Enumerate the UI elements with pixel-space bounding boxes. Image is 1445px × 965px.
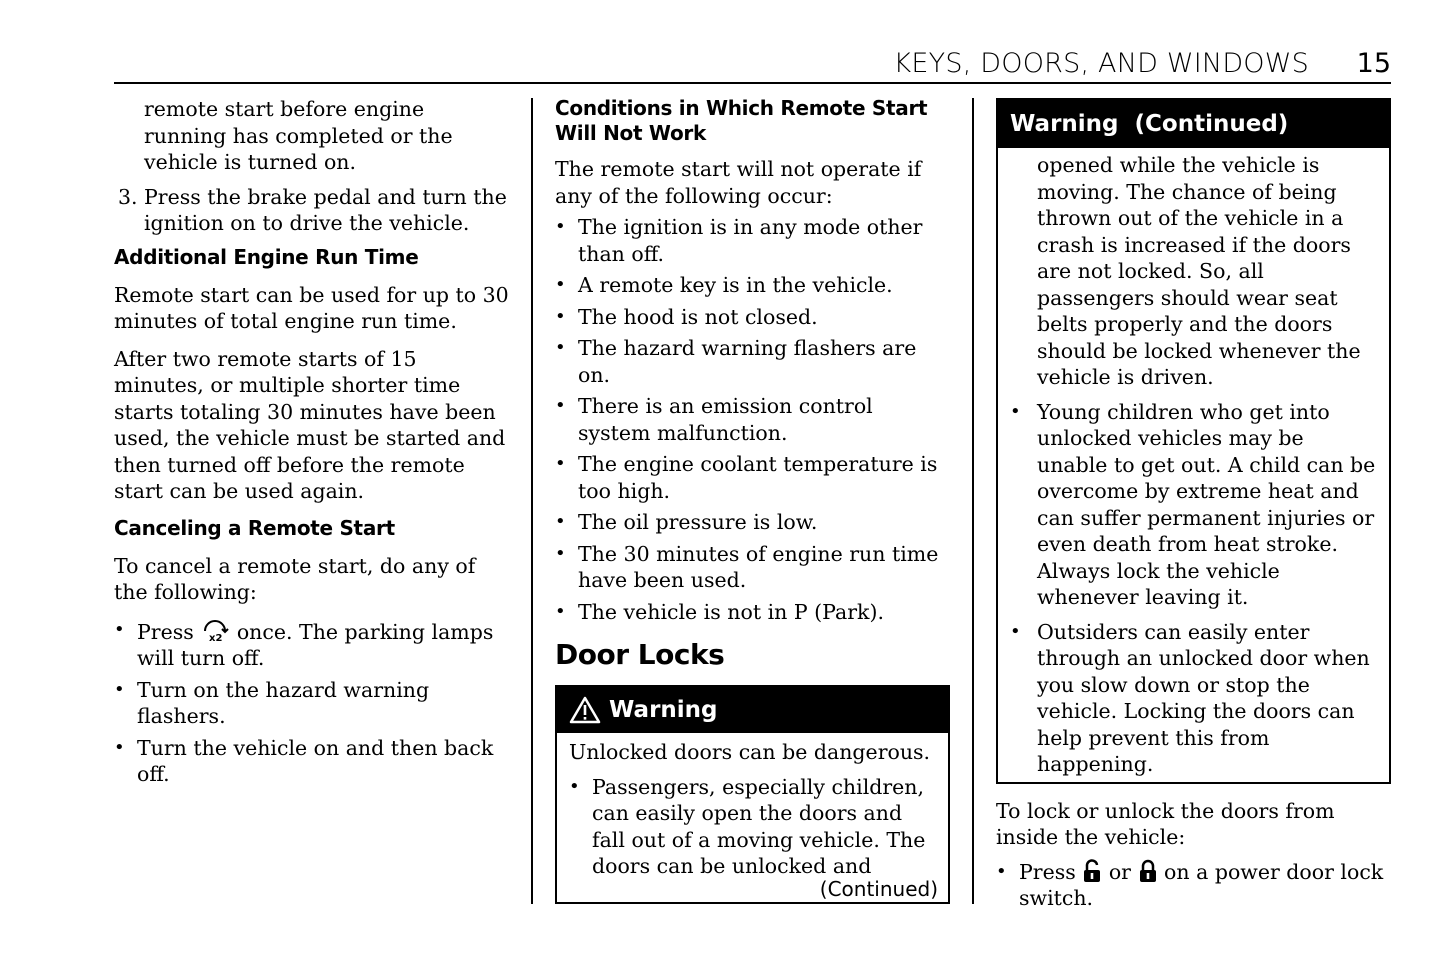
list-item — [555, 509, 950, 536]
list-text: The ignition is in any mode other than off. — [578, 215, 923, 266]
list-item — [555, 541, 950, 594]
bullet: • — [114, 618, 125, 640]
step-number: 3. — [118, 184, 138, 209]
warning-box — [555, 685, 950, 904]
section-title: KEYS, DOORS, AND WINDOWS — [893, 48, 1309, 79]
warning-triangle-icon — [569, 696, 601, 724]
list-text: once. The parking lamps will turn off. — [137, 619, 494, 670]
step-3 — [114, 184, 509, 237]
warning-list — [569, 774, 938, 880]
continued-step-text: remote start before engine running has completed or the vehicle is turned on. — [144, 97, 453, 174]
bullet: • — [555, 453, 566, 474]
warning-body — [557, 733, 948, 902]
bullet: • — [555, 511, 566, 532]
cancel-list — [114, 617, 509, 788]
bullet: • — [114, 678, 125, 700]
column-divider — [972, 98, 974, 904]
list-text: Press — [137, 619, 194, 644]
heading-conditions: Conditions in Which Remote Start Will Not Work — [555, 96, 928, 145]
lock-list — [996, 859, 1391, 912]
list-item — [555, 335, 950, 388]
conditions-list — [555, 214, 950, 625]
warning-title-bar — [557, 687, 948, 733]
heading-additional-run-time: Additional Engine Run Time — [114, 244, 419, 269]
list-text: Turn the vehicle on and then back off. — [137, 735, 494, 786]
warning-lead: Unlocked doors can be dangerous. — [569, 740, 931, 764]
heading-canceling-remote-start: Canceling a Remote Start — [114, 515, 395, 540]
warning-title: Warning (Continued) — [1010, 111, 1289, 137]
list-item — [114, 617, 509, 672]
list-text: Young children who get into unlocked vehicles may be unable to get out. A child can be overcome by extreme heat and can suffer permanent injuries or even death from heat stroke. Always lock the vehicle whenever leaving it. — [1037, 399, 1376, 609]
unlock-icon — [1082, 859, 1102, 883]
list-item — [555, 272, 950, 299]
bullet: • — [555, 542, 566, 564]
paragraph: After two remote starts of 15 minutes, or multiple shorter time starts totaling 30 minutes have been used, the vehicle must be started and then turned off before the remote start can be used again. — [114, 346, 506, 503]
column-divider — [531, 98, 533, 904]
list-text: The vehicle is not in P (Park). — [578, 599, 884, 624]
step-text: Press the brake pedal and turn the ignition on to drive the vehicle. — [144, 184, 507, 235]
column-3 — [996, 96, 1391, 920]
bullet: • — [555, 274, 566, 295]
page-header — [114, 48, 1391, 84]
list-text: Press — [1019, 859, 1076, 884]
bullet: • — [555, 600, 566, 622]
list-item — [996, 859, 1391, 912]
list-item — [555, 451, 950, 504]
warning-title: Warning — [609, 697, 718, 723]
bullet: • — [555, 305, 566, 327]
column-1 — [114, 96, 509, 796]
list-text: Outsiders can easily enter through an unlocked door when you slow down or stop the vehicle. Locking the doors can help prevent this from happening. — [1037, 619, 1370, 776]
bullet: • — [569, 775, 580, 797]
bullet: • — [996, 860, 1007, 882]
list-text: The hood is not closed. — [578, 304, 818, 329]
list-text: on a power door lock switch. — [1019, 859, 1384, 910]
list-item — [555, 393, 950, 446]
warning-title-bar — [998, 100, 1389, 148]
icon-label: x2 — [209, 632, 223, 643]
continued-label: (Continued) — [819, 876, 938, 901]
list-text: The hazard warning flashers are on. — [578, 336, 917, 387]
list-text: The 30 minutes of engine run time have been used. — [578, 541, 939, 592]
paragraph: To lock or unlock the doors from inside the vehicle: — [996, 798, 1335, 849]
column-2 — [555, 96, 950, 904]
list-text: Turn on the hazard warning flashers. — [137, 677, 430, 728]
list-item — [114, 677, 509, 730]
list-item — [1010, 619, 1379, 778]
heading-door-locks: Door Locks — [555, 638, 725, 671]
list-item — [569, 774, 938, 880]
warning-body — [998, 148, 1389, 782]
bullet: • — [555, 216, 566, 237]
lock-icon — [1138, 859, 1158, 883]
paragraph: Remote start can be used for up to 30 minutes of total engine run time. — [114, 282, 509, 333]
bullet: • — [555, 337, 566, 358]
warning-box-continued — [996, 98, 1391, 784]
list-text: The oil pressure is low. — [578, 510, 818, 534]
list-item — [555, 214, 950, 267]
bullet: • — [1010, 620, 1021, 642]
list-text: or — [1108, 859, 1131, 884]
bullet: • — [114, 736, 125, 758]
remote-start-icon — [200, 617, 230, 643]
bullet: • — [1010, 400, 1021, 422]
bullet: • — [555, 395, 566, 416]
list-item — [114, 735, 509, 788]
list-text: A remote key is in the vehicle. — [578, 273, 893, 297]
warning-list — [1010, 399, 1379, 778]
list-item — [555, 304, 950, 331]
list-text: The engine coolant temperature is too high. — [578, 452, 938, 503]
page-number: 15 — [1356, 48, 1391, 79]
list-text: There is an emission control system malfunction. — [578, 394, 873, 445]
paragraph: The remote start will not operate if any of the following occur: — [555, 157, 922, 208]
warning-continued-text: opened while the vehicle is moving. The chance of being thrown out of the vehicle in a crash is increased if the doors are not locked. So, all passengers should wear seat belts properly and the doors should be locked whenever the vehicle is driven. — [1037, 153, 1361, 389]
list-text: Passengers, especially children, can easily open the doors and fall out of a moving vehicle. The doors can be unlocked and — [592, 774, 926, 878]
list-item — [555, 599, 950, 626]
paragraph: To cancel a remote start, do any of the following: — [114, 553, 476, 604]
list-item — [1010, 399, 1379, 611]
